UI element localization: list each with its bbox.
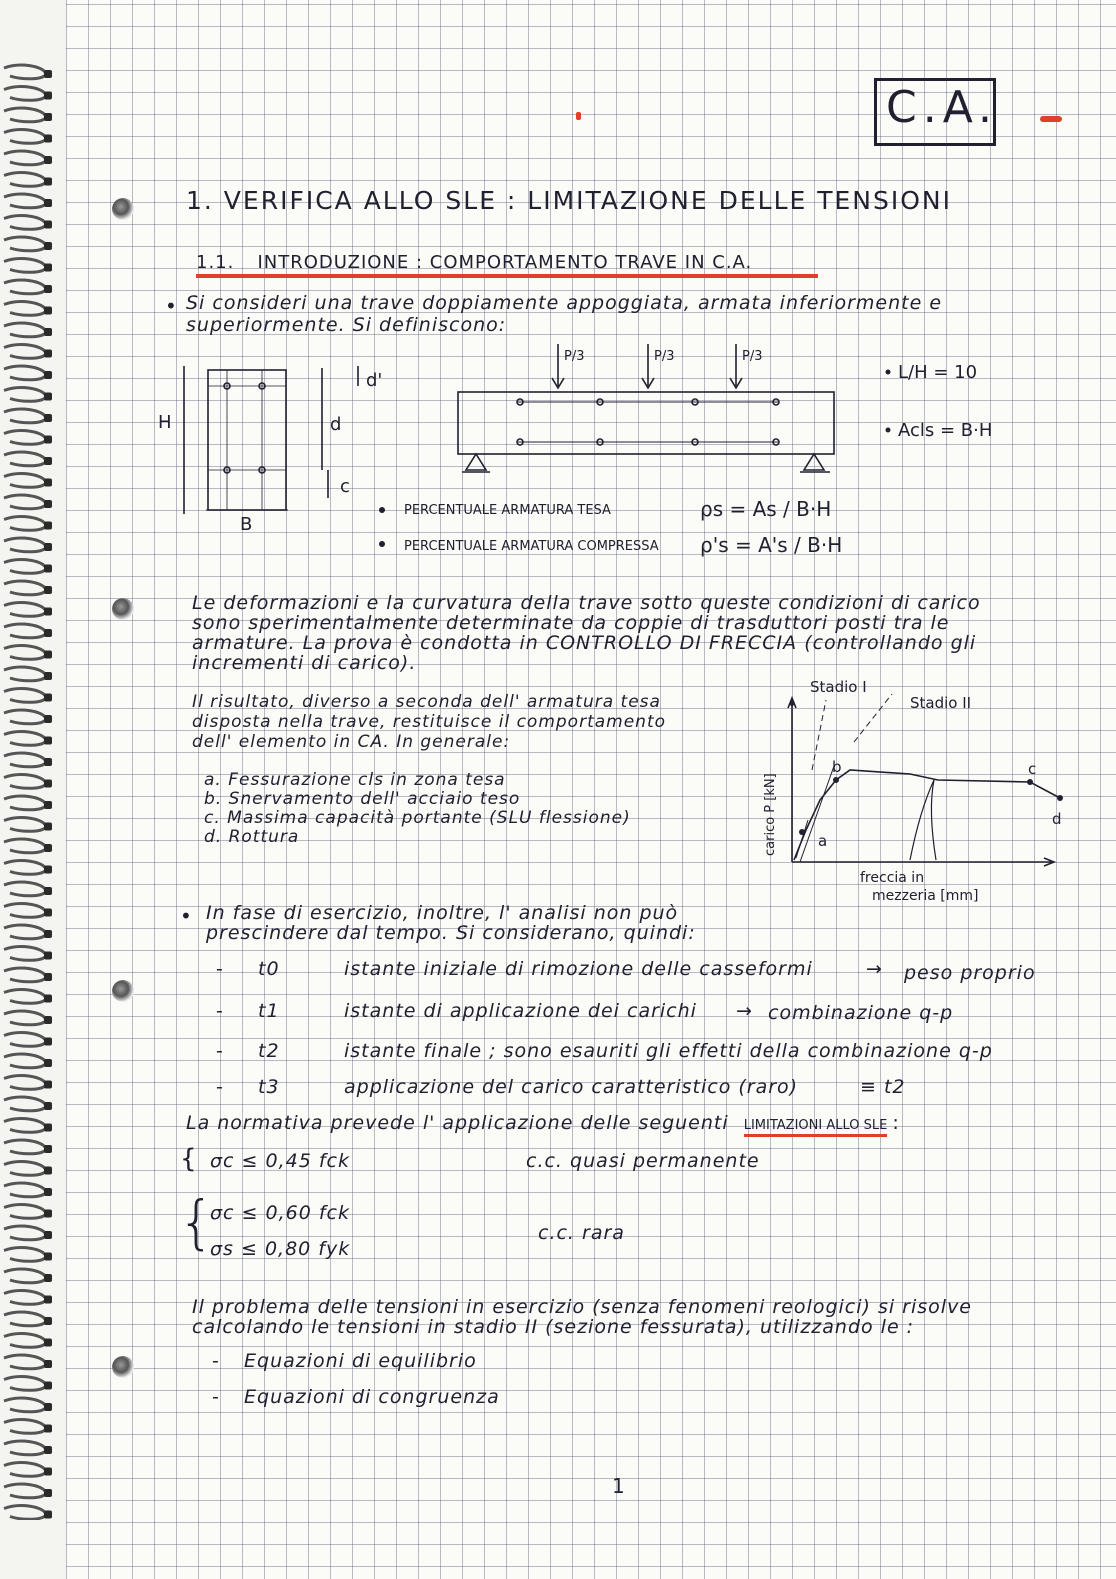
spiral-coil (4, 1097, 46, 1111)
binding-hole (44, 694, 52, 702)
binding-hole (44, 1145, 52, 1153)
spiral-coil (4, 323, 46, 337)
section-heading (196, 252, 752, 273)
time-result: combinazione q-p (768, 1002, 954, 1024)
spiral-coil (4, 259, 46, 273)
norm-highlight: LIMITAZIONI ALLO SLE (744, 1118, 888, 1137)
spiral-coil (4, 882, 46, 896)
binding-hole (44, 543, 52, 551)
brace-icon: { (178, 1188, 215, 1256)
binding-hole (44, 930, 52, 938)
binding-hole (44, 393, 52, 401)
binding-hole (44, 1038, 52, 1046)
spiral-coil (4, 990, 46, 1004)
arrow-icon: → (866, 958, 882, 980)
binding-hole (44, 1016, 52, 1024)
section-label: INTRODUZIONE : COMPORTAMENTO TRAVE IN C.A. (257, 252, 753, 273)
time-description: istante di applicazione dei carichi (344, 1000, 697, 1022)
section-width-label: B (240, 514, 253, 535)
rare-concrete-limit: σc ≤ 0,60 fck (210, 1202, 350, 1224)
punch-hole (112, 598, 134, 620)
spiral-coil (4, 1269, 46, 1283)
binding-hole (44, 1167, 52, 1175)
spiral-coil (4, 1140, 46, 1154)
spiral-coil (4, 732, 46, 746)
cover-bottom-label: c (340, 476, 350, 497)
intro-line-2: superiormente. Si definiscono: (186, 314, 507, 336)
quasi-permanent-label: c.c. quasi permanente (526, 1150, 760, 1172)
paragraph-line: Il problema delle tensioni in esercizio (senza fenomeni reologici) si risolve (192, 1296, 972, 1318)
spiral-coil (4, 1420, 46, 1434)
binding-hole (44, 651, 52, 659)
binding-hole (44, 1274, 52, 1282)
rare-label: c.c. rara (538, 1222, 625, 1244)
binding-hole (44, 1468, 52, 1476)
binding-hole (44, 1511, 52, 1519)
paragraph-line: armature. La prova è condotta in CONTROLLO DI FRECCIA (controllando gli (192, 632, 977, 654)
binding-hole (44, 629, 52, 637)
brace-icon: { (180, 1144, 197, 1174)
paragraph-line: sono sperimentalmente determinate da coppie di trasduttori posti tra le (192, 612, 950, 634)
y-axis-label: carico P [kN] (763, 773, 778, 856)
list-dash: - (212, 1386, 219, 1408)
spiral-binding (0, 60, 64, 1520)
binding-hole (44, 135, 52, 143)
binding-hole (44, 92, 52, 100)
spiral-coil (4, 1484, 46, 1498)
point-c-marker (1027, 779, 1033, 785)
spiral-coil (4, 1011, 46, 1025)
spiral-coil (4, 1506, 46, 1520)
binding-hole (44, 1253, 52, 1261)
binding-hole (44, 1210, 52, 1218)
point-b-label: b (832, 758, 842, 776)
point-a-label: a (818, 832, 828, 850)
spiral-coil (4, 495, 46, 509)
spiral-coil (4, 1033, 46, 1047)
spiral-coil (4, 603, 46, 617)
binding-hole (44, 1382, 52, 1390)
stage-two-label: Stadio II (910, 694, 972, 712)
tension-reinforcement-label: PERCENTUALE ARMATURA TESA (404, 503, 611, 518)
point-a-marker (799, 829, 805, 835)
point-b-marker (833, 777, 839, 783)
spiral-coil (4, 1119, 46, 1133)
load-label-2: P/3 (654, 349, 675, 364)
page-number: 1 (612, 1474, 625, 1498)
binding-hole (44, 1317, 52, 1325)
load-label-1: P/3 (564, 349, 585, 364)
binding-hole (44, 780, 52, 788)
spiral-coil (4, 366, 46, 380)
spiral-coil (4, 237, 46, 251)
rare-steel-limit: σs ≤ 0,80 fyk (210, 1238, 351, 1260)
binding-hole (44, 1124, 52, 1132)
spiral-coil (4, 151, 46, 165)
spiral-coil (4, 452, 46, 466)
spiral-coil (4, 302, 46, 316)
load-curve (794, 770, 1060, 860)
time-result: peso proprio (904, 962, 1036, 984)
bullet-dot: • (165, 294, 177, 318)
binding-hole (44, 1425, 52, 1433)
spiral-coil (4, 646, 46, 660)
ink-mark (576, 112, 581, 120)
compression-reinforcement-formula: ρ's = A's / B·H (700, 533, 843, 557)
list-dash: - (216, 1000, 223, 1022)
paragraph-line: calcolando le tensioni in stadio II (sezione fessurata), utilizzando le : (192, 1316, 915, 1338)
spiral-coil (4, 517, 46, 531)
punch-hole (112, 980, 134, 1002)
binding-hole (44, 565, 52, 573)
spiral-coil (4, 1312, 46, 1326)
binding-hole (44, 70, 52, 78)
paragraph-line: prescindere dal tempo. Si considerano, quindi: (206, 922, 696, 944)
list-item: d. Rottura (204, 827, 300, 847)
spiral-coil (4, 1355, 46, 1369)
spiral-coil (4, 1248, 46, 1262)
paragraph-line: Le deformazioni e la curvatura della trave sotto queste condizioni di carico (192, 592, 981, 614)
norm-colon: : (892, 1112, 899, 1134)
binding-hole (44, 113, 52, 121)
spiral-coil (4, 581, 46, 595)
paragraph-line: Il risultato, diverso a seconda dell' armatura tesa (192, 692, 661, 712)
spiral-coil (4, 108, 46, 122)
binding-hole (44, 479, 52, 487)
spiral-coil (4, 904, 46, 918)
binding-hole (44, 1360, 52, 1368)
spiral-coil (4, 925, 46, 939)
binding-hole (44, 973, 52, 981)
page-title: 1. VERIFICA ALLO SLE : LIMITAZIONE DELLE TENSIONI (186, 186, 953, 215)
tension-reinforcement-formula: ρs = As / B·H (700, 497, 832, 521)
section-underline (196, 274, 818, 278)
spiral-coil (4, 1441, 46, 1455)
spiral-coil (4, 173, 46, 187)
spiral-coil (4, 1226, 46, 1240)
intro-line-1: Si consideri una trave doppiamente appoggiata, armata inferiormente e (186, 292, 943, 314)
list-dash: - (216, 1076, 223, 1098)
list-item: a. Fessurazione cls in zona tesa (204, 770, 506, 790)
time-description: applicazione del carico caratteristico (raro) (344, 1076, 799, 1098)
list-dash: - (216, 1040, 223, 1062)
binding-hole (44, 436, 52, 444)
binding-hole (44, 328, 52, 336)
paragraph-line: incrementi di carico). (192, 652, 417, 674)
binding-hole (44, 264, 52, 272)
spiral-coil (4, 280, 46, 294)
compression-reinforcement-label: PERCENTUALE ARMATURA COMPRESSA (404, 539, 659, 554)
binding-hole (44, 1339, 52, 1347)
binding-hole (44, 457, 52, 465)
binding-hole (44, 844, 52, 852)
list-item: Equazioni di equilibrio (244, 1350, 477, 1372)
time-description: istante iniziale di rimozione delle casseformi (344, 958, 813, 980)
x-axis-label-line-2: mezzeria [mm] (872, 888, 979, 904)
time-symbol: t1 (258, 1000, 280, 1022)
spiral-coil (4, 1183, 46, 1197)
binding-hole (44, 350, 52, 358)
span-ratio: L/H = 10 (898, 362, 978, 383)
time-symbol: t0 (258, 958, 280, 980)
spiral-coil (4, 818, 46, 832)
list-item: Equazioni di congruenza (244, 1386, 500, 1408)
spiral-coil (4, 1377, 46, 1391)
list-dash: - (212, 1350, 219, 1372)
binding-hole (44, 1296, 52, 1304)
spiral-coil (4, 1054, 46, 1068)
spiral-coil (4, 538, 46, 552)
binding-hole (44, 221, 52, 229)
binding-hole (44, 285, 52, 293)
binding-hole (44, 307, 52, 315)
spiral-coil (4, 1334, 46, 1348)
binding-hole (44, 1446, 52, 1454)
binding-hole (44, 1188, 52, 1196)
load-label-3: P/3 (742, 349, 763, 364)
spiral-coil (4, 474, 46, 488)
binding-hole (44, 737, 52, 745)
spiral-coil (4, 388, 46, 402)
spiral-coil (4, 796, 46, 810)
binding-hole (44, 866, 52, 874)
list-item: c. Massima capacità portante (SLU flessione) (204, 808, 631, 828)
time-symbol: t3 (258, 1076, 280, 1098)
binding-hole (44, 758, 52, 766)
spiral-coil (4, 409, 46, 423)
binding-hole (44, 887, 52, 895)
binding-hole (44, 608, 52, 616)
norm-sentence (186, 1112, 899, 1134)
spiral-coil (4, 1205, 46, 1219)
spiral-coil (4, 130, 46, 144)
binding-hole (44, 586, 52, 594)
spiral-coil (4, 775, 46, 789)
binding-hole (44, 178, 52, 186)
time-description: istante finale ; sono esauriti gli effetti della combinazione q-p (344, 1040, 993, 1062)
paragraph-line: In fase di esercizio, inoltre, l' analisi non può (206, 902, 679, 924)
section-height-label: H (158, 412, 172, 433)
spiral-coil (4, 947, 46, 961)
list-dash: - (216, 958, 223, 980)
spiral-coil (4, 753, 46, 767)
spiral-coil (4, 194, 46, 208)
binding-hole (44, 1489, 52, 1497)
spiral-coil (4, 861, 46, 875)
spiral-coil (4, 1162, 46, 1176)
beam-figure (150, 330, 1070, 570)
point-d-marker (1057, 795, 1063, 801)
spiral-coil (4, 87, 46, 101)
binding-hole (44, 909, 52, 917)
binding-hole (44, 414, 52, 422)
binding-hole (44, 242, 52, 250)
stage-one-label: Stadio I (810, 678, 867, 696)
spiral-coil (4, 431, 46, 445)
spiral-coil (4, 667, 46, 681)
binding-hole (44, 715, 52, 723)
binding-hole (44, 801, 52, 809)
time-symbol: t2 (258, 1040, 280, 1062)
spiral-coil (4, 65, 46, 79)
spiral-coil (4, 968, 46, 982)
binding-hole (44, 1102, 52, 1110)
binding-hole (44, 156, 52, 164)
spiral-coil (4, 345, 46, 359)
binding-hole (44, 1231, 52, 1239)
spiral-coil (4, 216, 46, 230)
binding-hole (44, 199, 52, 207)
spiral-coil (4, 624, 46, 638)
punch-hole (112, 1356, 134, 1378)
ink-mark (1040, 116, 1062, 122)
point-c-label: c (1028, 760, 1037, 778)
section-number: 1.1. (196, 252, 235, 273)
bullet-dot: • (180, 904, 192, 928)
spiral-coil (4, 560, 46, 574)
binding-hole (44, 371, 52, 379)
binding-hole (44, 522, 52, 530)
spiral-coil (4, 1463, 46, 1477)
point-d-label: d (1052, 810, 1062, 828)
binding-hole (44, 995, 52, 1003)
effective-depth-label: d (330, 414, 342, 435)
spiral-coil (4, 1076, 46, 1090)
paragraph-line: dell' elemento in CA. In generale: (192, 732, 511, 752)
list-item: b. Snervamento dell' acciaio teso (204, 789, 521, 809)
punch-hole (112, 198, 134, 220)
binding-hole (44, 500, 52, 508)
paragraph-line: disposta nella trave, restituisce il comportamento (192, 712, 667, 732)
binding-hole (44, 1403, 52, 1411)
binding-hole (44, 823, 52, 831)
header-tag: C.A. (886, 82, 999, 133)
concrete-area: Acls = B·H (898, 420, 993, 441)
spiral-coil (4, 710, 46, 724)
binding-hole (44, 1081, 52, 1089)
spiral-coil (4, 1291, 46, 1305)
norm-text: La normativa prevede l' applicazione delle seguenti (186, 1112, 729, 1134)
spiral-coil (4, 1398, 46, 1412)
cover-top-label: d' (366, 370, 383, 391)
load-deflection-graph (760, 670, 1080, 910)
time-result: ≡ t2 (860, 1076, 906, 1098)
binding-hole (44, 672, 52, 680)
x-axis-label-line-1: freccia in (860, 870, 925, 886)
binding-hole (44, 1059, 52, 1067)
binding-hole (44, 952, 52, 960)
spiral-coil (4, 689, 46, 703)
spiral-coil (4, 839, 46, 853)
arrow-icon: → (736, 1000, 752, 1022)
quasi-permanent-limit: σc ≤ 0,45 fck (210, 1150, 350, 1172)
